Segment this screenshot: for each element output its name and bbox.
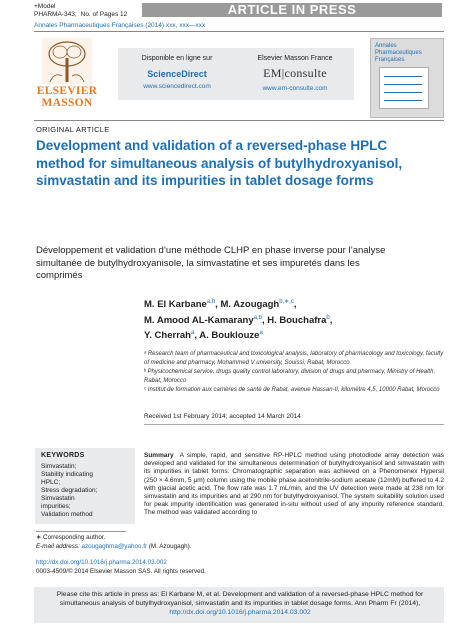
cover-figure xyxy=(379,67,429,109)
sciencedirect-column xyxy=(118,54,236,90)
article-title: Development and validation of a reversed-phase HPLC method for simultaneous analysis of butylhydroxyanisol, simvastatin and its impurities in tablet dosage forms xyxy=(36,138,403,188)
citation-line-1: Please cite this article in press as: El Karbane M, et al. Development and validation of a reversed-phase HPLC method for xyxy=(56,591,424,598)
email-label: E-mail address: xyxy=(36,542,80,550)
manuscript-meta xyxy=(34,3,127,19)
keyword-item: impurities; xyxy=(41,503,71,510)
section-divider xyxy=(34,120,444,121)
affiliations xyxy=(144,350,444,396)
journal-citation-line[interactable]: Annales Pharmaceutiques Françaises (2014) xxx, xxx—xxx xyxy=(34,22,206,29)
footnotes xyxy=(36,534,192,551)
sciencedirect-brand: ScienceDirect xyxy=(147,69,207,79)
author-1[interactable]: M. El Karbane$^{a,b}$, xyxy=(144,299,221,311)
article-in-press-banner: ARTICLE IN PRESS xyxy=(142,3,442,17)
summary-heading: Summary xyxy=(144,452,174,459)
summary-text: A simple, rapid, and sensitive RP-HPLC method using photodiode array detection was developed and validated for the simultaneous determination of butylhydroxyanisol and simvastatin with its impurities in tablet forms. Chromatographic separation was achieved on a Phenomenex Hypersil (250 × 4.6mm, 5 μm) column using the mobile phase acetonitrile-sodium acetate (12mM) buffered to 4.2 with glacial acetic acid. The flow rate was 1.7 mL/min, and the UV detection were made at 238 nm for simvastatin and its impurities and at 290 nm for butylhydroxyanisol. The system suitability solution used for peak impurity identification was generated in-situ without used of any impurity reference standard. The method was validated according to xyxy=(144,452,444,517)
model-line: +Model xyxy=(34,3,56,10)
email-line xyxy=(36,543,192,552)
author-4[interactable]: H. Bouchafra$^b$, xyxy=(267,314,333,326)
received-dates: Received 1st February 2014; accepted 14 March 2014 xyxy=(144,413,301,420)
em-label: Elsevier Masson France xyxy=(257,55,333,62)
keywords-heading: KEYWORDS xyxy=(41,452,85,459)
emconsulte-brand: EM|consulte xyxy=(263,66,327,80)
email-link[interactable]: azougaghma@yahoo.fr xyxy=(81,542,148,550)
keyword-item: Validation method xyxy=(41,511,93,518)
keywords-box xyxy=(35,448,135,524)
keyword-item: Simvastatin xyxy=(41,495,75,502)
copyright-line: 0003-4509/© 2014 Elsevier Masson SAS. All rights reserved. xyxy=(36,567,206,575)
abstract-summary xyxy=(144,452,444,518)
author-2[interactable]: M. Azougagh$^{b,∗,c}$, xyxy=(220,299,297,311)
emconsulte-column xyxy=(236,54,354,92)
logo-word-masson: MASSON xyxy=(41,97,93,109)
article-french-title: Développement et validation d’une méthode CLHP en phase inverse pour l’analyse simultanée de butylhydroxyanisole, la simvastatine et ses impuretés dans les comprimés xyxy=(36,245,386,281)
sciencedirect-link[interactable]: www.sciencedirect.com xyxy=(143,83,211,90)
author-6[interactable]: A. Bouklouze$^a$ xyxy=(199,330,263,342)
cover-title: Annales Pharmaceutiques Françaises xyxy=(375,43,422,63)
author-5[interactable]: Y. Cherrah$^a$, xyxy=(144,330,200,342)
affiliation-b: ᵇ Physicochemical service, drugs quality control laboratory, division of drugs and pharmacy, Ministry of Health, Rabat, Morocco xyxy=(144,369,436,384)
elsevier-masson-logo xyxy=(36,38,98,110)
keywords-list xyxy=(41,463,97,519)
author-list xyxy=(144,296,424,343)
keyword-item: HPLC; xyxy=(41,479,61,486)
keyword-item: Simvastatin; xyxy=(41,463,77,470)
logo-word-elsevier: ELSEVIER xyxy=(36,85,98,97)
email-owner: (M. Azougagh). xyxy=(148,542,192,550)
keyword-item: Stability indicating xyxy=(41,471,94,478)
affiliation-c: ᶜ Institut de formation aux carrières de santé de Rabat, avenue Hassan-II, kilomètre 4,5, 10000 Rabat, Morocco xyxy=(144,387,440,393)
affiliation-a: ᵃ Research team of pharmaceutical and toxicological analysis, laboratory of pharmacology and toxicology, faculty of medicine and pharmacy, Mohammed V university, Souissi, Rabat, Morocco xyxy=(144,351,444,366)
citation-text xyxy=(40,590,440,617)
citation-box xyxy=(34,587,444,623)
emconsulte-link[interactable]: www.em-consulte.com xyxy=(262,85,328,92)
doi-link[interactable]: http://dx.doi.org/10.1016/j.pharma.2014.03.002 xyxy=(36,559,167,566)
article-type-label: ORIGINAL ARTICLE xyxy=(36,125,110,134)
keyword-item: Stress degradation; xyxy=(41,487,98,494)
footnote-divider xyxy=(36,531,126,532)
doi-block xyxy=(36,559,206,576)
availability-box xyxy=(118,48,354,100)
manuscript-id: PHARMA-343; xyxy=(34,11,77,18)
journal-cover-thumbnail xyxy=(370,38,444,118)
citation-doi-link[interactable]: http://dx.doi.org/10.1016/j.pharma.2014.03.002 xyxy=(169,609,311,616)
page-count: No. of Pages 12 xyxy=(80,11,128,18)
corresponding-author-note: ∗ Corresponding author. xyxy=(36,534,106,541)
citation-line-2: simultaneous analysis of butylhydroxyanisol, simvastatin and its impurities in tablet dosage forms. Ann Pharm Fr (2014), xyxy=(59,600,421,607)
elsevier-tree-icon xyxy=(42,38,92,84)
sd-label: Disponible en ligne sur xyxy=(141,55,213,62)
abstract-divider xyxy=(144,424,444,425)
header-divider xyxy=(34,31,444,32)
author-3[interactable]: M. Amood AL-Kamarany$^{a,b}$, xyxy=(144,314,268,326)
